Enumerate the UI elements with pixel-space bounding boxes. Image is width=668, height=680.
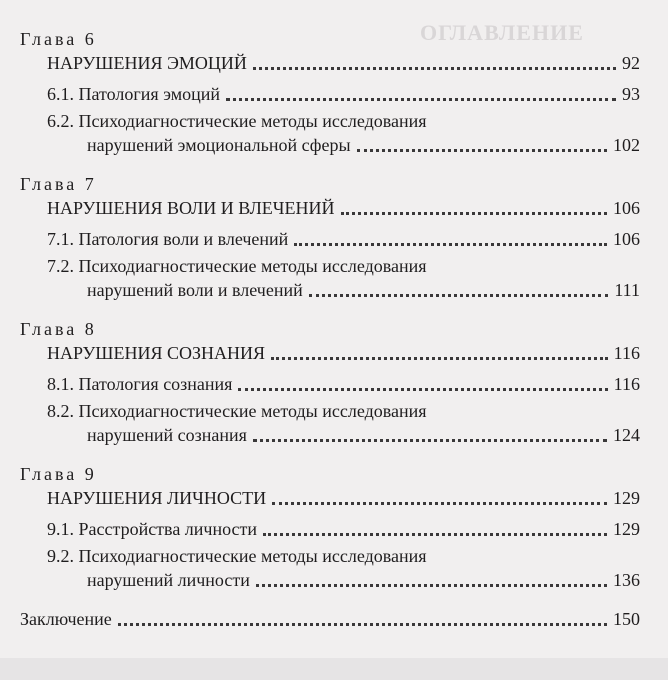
- section-title-continued: нарушений эмоциональной сферы: [87, 135, 351, 155]
- section-8-1-entry[interactable]: [47, 373, 640, 395]
- section-title: 8.1. Патология сознания: [47, 374, 233, 394]
- conclusion-entry[interactable]: [20, 608, 640, 630]
- chapter-8-label: Глава 8: [20, 319, 97, 339]
- chapter-7-label: Глава 7: [20, 174, 97, 194]
- section-6-2-entry[interactable]: [87, 134, 640, 156]
- chapter-title: НАРУШЕНИЯ ЭМОЦИЙ: [47, 53, 247, 73]
- dot-leader: [309, 293, 609, 297]
- bottom-margin: [0, 658, 668, 680]
- section-title-continued: нарушений воли и влечений: [87, 280, 303, 300]
- dot-leader: [118, 622, 607, 626]
- page-number: 102: [613, 135, 640, 155]
- dot-leader: [253, 66, 616, 70]
- chapter-8-title-entry[interactable]: [47, 342, 640, 364]
- dot-leader: [271, 356, 608, 360]
- chapter-9-label: Глава 9: [20, 464, 97, 484]
- page-number: 111: [614, 280, 640, 300]
- chapter-9-title-entry[interactable]: [47, 487, 640, 509]
- section-8-2-entry[interactable]: [87, 424, 640, 446]
- section-title: 7.1. Патология воли и влечений: [47, 229, 289, 249]
- page-number: 129: [613, 488, 640, 508]
- page-number: 116: [613, 343, 640, 363]
- dot-leader: [253, 438, 607, 442]
- page-number: 150: [613, 609, 640, 629]
- section-6-2-title: 6.2. Психодиагностические методы исследования: [47, 111, 427, 131]
- section-8-2-title: 8.2. Психодиагностические методы исследования: [47, 401, 427, 421]
- dot-leader: [341, 211, 608, 215]
- section-title-continued: нарушений личности: [87, 570, 250, 590]
- chapter-title: НАРУШЕНИЯ СОЗНАНИЯ: [47, 343, 265, 363]
- chapter-title: НАРУШЕНИЯ ВОЛИ И ВЛЕЧЕНИЙ: [47, 198, 335, 218]
- section-7-1-entry[interactable]: [47, 228, 640, 250]
- page-number: 116: [613, 374, 640, 394]
- section-title-continued: нарушений сознания: [87, 425, 247, 445]
- page-number: 129: [613, 519, 640, 539]
- section-title: 9.1. Расстройства личности: [47, 519, 258, 539]
- section-7-2-entry[interactable]: [87, 279, 640, 301]
- dot-leader: [272, 501, 607, 505]
- page-number: 106: [613, 198, 640, 218]
- ghost-heading: ОГЛАВЛЕНИЕ: [420, 20, 584, 45]
- page-number: 92: [622, 53, 640, 73]
- section-9-1-entry[interactable]: [47, 518, 640, 540]
- dot-leader: [263, 532, 607, 536]
- page-number: 136: [613, 570, 640, 590]
- chapter-6-title-entry[interactable]: [47, 52, 640, 74]
- chapter-6-label: Глава 6: [20, 29, 97, 49]
- page-number: 124: [613, 425, 640, 445]
- conclusion-title: Заключение: [20, 609, 112, 629]
- dot-leader: [357, 148, 607, 152]
- chapter-7-title-entry[interactable]: [47, 197, 640, 219]
- dot-leader: [294, 242, 607, 246]
- section-title: 6.1. Патология эмоций: [47, 84, 221, 104]
- page-number: 106: [613, 229, 640, 249]
- dot-leader: [226, 97, 616, 101]
- section-9-2-title: 9.2. Психодиагностические методы исследования: [47, 546, 427, 566]
- section-9-2-entry[interactable]: [87, 569, 640, 591]
- section-7-2-title: 7.2. Психодиагностические методы исследования: [47, 256, 427, 276]
- dot-leader: [238, 387, 607, 391]
- chapter-title: НАРУШЕНИЯ ЛИЧНОСТИ: [47, 488, 267, 508]
- section-6-1-entry[interactable]: [47, 83, 640, 105]
- page-number: 93: [622, 84, 640, 104]
- dot-leader: [256, 583, 607, 587]
